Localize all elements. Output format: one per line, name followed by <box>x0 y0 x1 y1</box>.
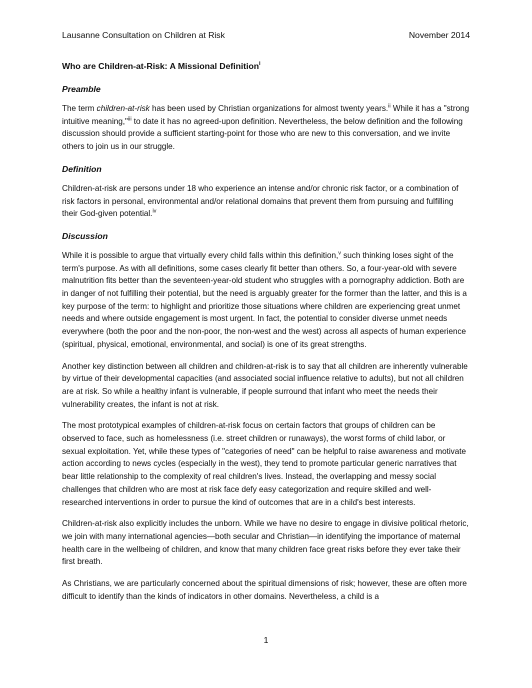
text-run: The term <box>62 104 97 113</box>
text-run: such thinking loses sight of the term's purpose. As with all definitions, some cases clearly fit better than others. So, a four-year-old with severe malnutrition fits better than the seventeen-year-old student who struggles with a pornography addiction. Both are in danger of not fulfilling their potential, but the need is arguably greater for the former than the latter, and this is a key purpose of the term: to highlight and prioritize those situations where children are experiencing great unmet needs and where outside engagement is most urgent. In fact, the potential to consider diverse unmet needs everywhere (both the poor and the non-poor, the non-west and the west) across all aspects of human experience (spiritual, physical, emotional, environmental, and social) is one of its great strengths. <box>62 250 467 349</box>
page-number: 1 <box>263 635 269 645</box>
page-header <box>62 30 470 41</box>
footnote-ref[interactable]: ii <box>388 103 391 110</box>
text-run: While it has a "strong intuitive meaning," <box>62 104 470 126</box>
header-left-text: Lausanne Consultation on Children at Risk <box>62 30 225 40</box>
text-run: Children-at-risk are persons under 18 who experience an intense and/or chronic risk factor, or a combination of risk factors in personal, environmental and/or relational domains that prevent them from pursuing and fulfilling their God-given potential. <box>62 183 459 219</box>
section-heading-discussion: Discussion <box>62 230 108 241</box>
footnote-ref[interactable]: i <box>259 61 261 68</box>
section-heading-preamble: Preamble <box>62 84 101 94</box>
section-heading-definition: Definition <box>62 163 102 174</box>
title-text: Who are Children-at-Risk: A Missional Definition <box>62 61 260 71</box>
text-run: While it is possible to argue that virtually every child falls within this definition, <box>62 250 339 260</box>
discussion-paragraph-1 <box>62 250 470 352</box>
header-date: November 2014 <box>408 30 470 40</box>
italic-term: children-at-risk <box>96 104 150 113</box>
text-run: has been used by Christian organizations for almost twenty years. <box>149 104 389 113</box>
document-body <box>62 60 470 613</box>
discussion-paragraph-2: Another key distinction between all children and children-at-risk is to say that all children are inherently vulnerable by virtue of their developmental capacities (and associated social influence relative to adults), but not all children are at risk. So while a healthy infant is vulnerable, if people surround that infant who meet the needs their vulnerability creates, the infant is not at risk. <box>62 361 468 409</box>
footnote-ref[interactable]: v <box>338 250 341 257</box>
discussion-paragraph-4: Children-at-risk also explicitly includes the unborn. While we have no desire to engage in divisive political rhetoric, we join with many international agencies—both secular and Christian—in identifying the importance of maternal health care in the wellbeing of children, and know that many children face great risks before they ever take their first breath. <box>62 519 469 567</box>
footnote-ref[interactable]: iv <box>152 208 157 215</box>
preamble-paragraph <box>62 103 470 154</box>
document-title <box>62 60 470 72</box>
discussion-paragraph-5: As Christians, we are particularly concerned about the spiritual dimensions of risk; however, these are often more difficult to identify than the kinds of indicators in other domains. Nevertheless, a child is a <box>62 579 467 601</box>
footnote-ref[interactable]: iii <box>127 116 132 123</box>
discussion-paragraph-3: The most prototypical examples of children-at-risk focus on certain factors that groups of children can be observed to face, such as homelessness (i.e. street children or runaways), the worst forms of child labor, or sexual exploitation. Yet, while these types of "categories of need" can be helpful to raise awareness and motivate action according to news cycles (especially in the west), they tend to promote particular generic narratives that bear little relationship to the complexity of real children's lives. Instead, the overlapping and messy social challenges that children who are most at risk face defy easy categorization and require skilled and well-researched interventions in order to pursue the kind of outcomes that are in a child's best interests. <box>62 421 466 507</box>
definition-paragraph <box>62 183 470 221</box>
text-run: to date it has no agreed-upon definition. Nevertheless, the below definition and the following discussion should provide a sufficient starting-point for those who are new to this conversation, and we invite others to join us in our struggle. <box>62 116 463 152</box>
